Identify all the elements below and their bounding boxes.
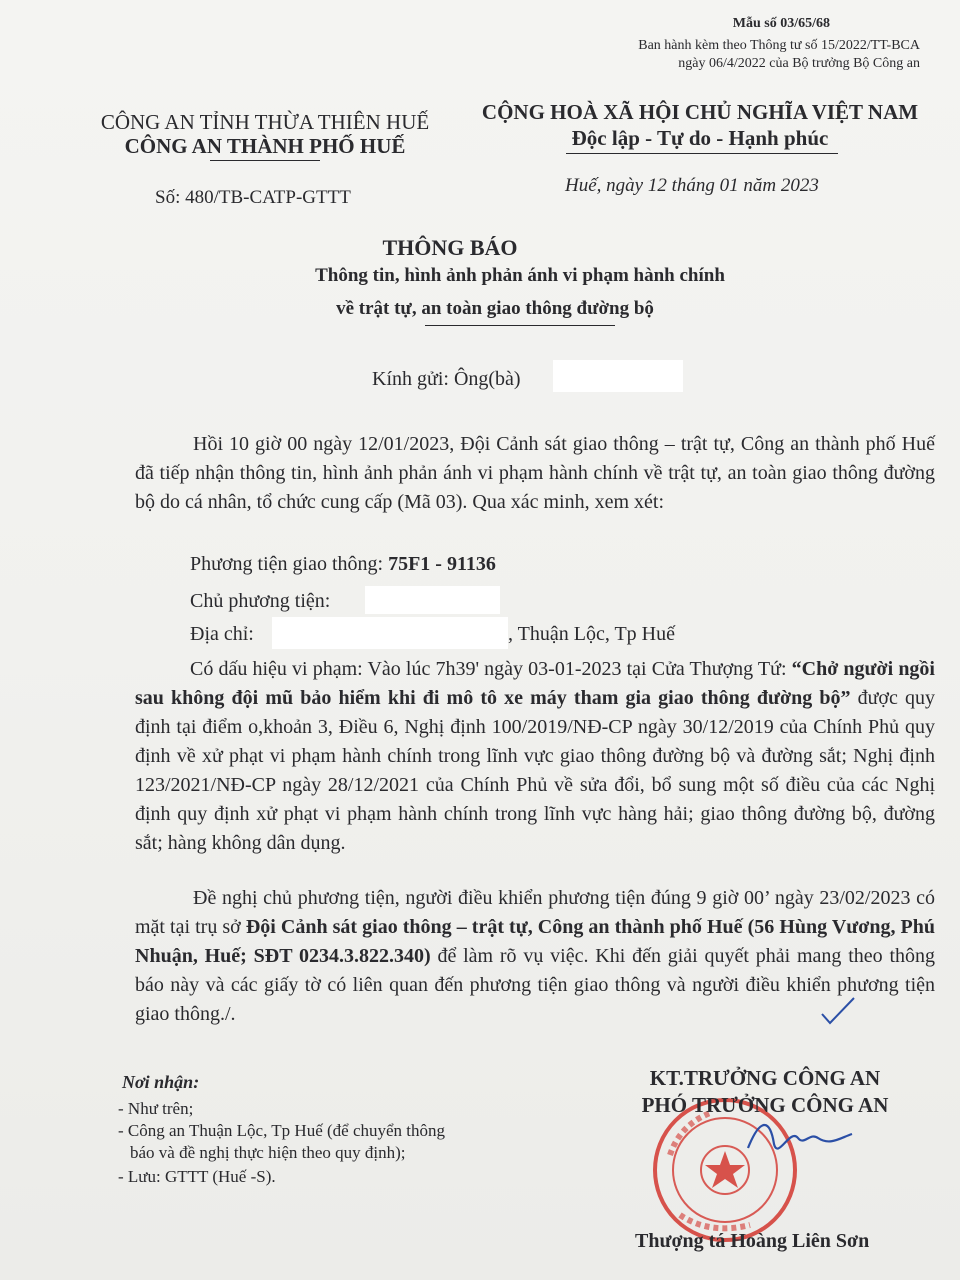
request-rest: để làm rõ vụ việc. Khi đến giải quyết phải mang theo thông báo này và các giấy tờ có liên quan đến phương tiện giao thông và người điều khiển phương tiện giao thông./. xyxy=(135,945,936,1025)
document-number: Số: 480/TB-CATP-GTTT xyxy=(155,187,351,208)
intro-paragraph: Hồi 10 giờ 00 ngày 12/01/2023, Đội Cảnh sát giao thông – trật tự, Công an thành phố Huế đã tiếp nhận thông tin, hình ảnh phản ánh vi phạm hành chính về trật tự, an toàn giao thông đường bộ do cá nhân, tổ chức cung cấp (Mã 03). Qua xác minh, xem xét: xyxy=(135,433,935,513)
signature-title-line-2: PHÓ TRƯỞNG CÔNG AN xyxy=(641,1093,889,1117)
redacted-recipient-name xyxy=(553,360,683,392)
recipients-heading: Nơi nhận: xyxy=(122,1072,200,1092)
redacted-owner-name xyxy=(365,586,500,614)
handwritten-signature-icon xyxy=(740,1108,860,1168)
vehicle-label: Phương tiện giao thông: xyxy=(190,553,389,575)
signer-name: Thượng tá Hoàng Liên Sơn xyxy=(635,1230,870,1252)
issued-date: ngày 06/4/2022 của Bộ trưởng Bộ Công an xyxy=(678,56,920,71)
redacted-address xyxy=(272,617,508,649)
subtitle-underline xyxy=(425,325,615,326)
recipient-item: - Công an Thuận Lộc, Tp Huế (để chuyển thông xyxy=(118,1121,446,1140)
vehicle-field xyxy=(190,553,496,576)
request-paragraph xyxy=(135,884,935,1029)
document-subtitle-line-1: Thông tin, hình ảnh phản ánh vi phạm hành chính xyxy=(315,265,725,286)
document-subtitle-line-2: về trật tự, an toàn giao thông đường bộ xyxy=(336,298,654,319)
signature-title-line-1: KT.TRƯỞNG CÔNG AN xyxy=(649,1066,881,1090)
owner-label: Chủ phương tiện: xyxy=(190,590,331,612)
recipient-item: - Lưu: GTTT (Huế -S). xyxy=(118,1167,276,1186)
violation-paragraph xyxy=(135,655,935,858)
agency-underline xyxy=(210,160,320,161)
recipient-item: - Như trên; xyxy=(118,1099,194,1118)
motto-underline xyxy=(566,153,838,154)
nation-title: CỘNG HOÀ XÃ HỘI CHỦ NGHĨA VIỆT NAM xyxy=(481,100,919,124)
checkmark-icon xyxy=(818,996,858,1026)
issued-with: Ban hành kèm theo Thông tư số 15/2022/TT-BCA xyxy=(638,38,920,53)
form-number: Mẫu số 03/65/68 xyxy=(732,16,830,31)
agency-parent: CÔNG AN TỈNH THỪA THIÊN HUẾ xyxy=(100,110,430,134)
address-label: Địa chỉ: xyxy=(190,623,254,645)
request-office: Đội Cảnh sát giao thông – trật tự, Công an thành phố Huế (56 Hùng Vương, Phú Nhuận, Huế; SĐT 0234.3.822.340) xyxy=(135,916,935,967)
national-motto: Độc lập - Tự do - Hạnh phúc xyxy=(571,126,829,150)
request-intro: Đề nghị chủ phương tiện, người điều khiển phương tiện đúng 9 giờ 00’ ngày 23/02/2023 có mặt tại trụ sở xyxy=(135,887,935,938)
greeting: Kính gửi: Ông(bà) xyxy=(372,368,521,390)
vehicle-plate: 75F1 - 91136 xyxy=(388,553,496,575)
agency-name: CÔNG AN THÀNH PHỐ HUẾ xyxy=(124,134,406,158)
address-tail: , Thuận Lộc, Tp Huế xyxy=(508,623,676,645)
recipient-item: báo và đề nghị thực hiện theo quy định); xyxy=(130,1143,406,1162)
document-title: THÔNG BÁO xyxy=(382,235,518,260)
place-and-date: Huế, ngày 12 tháng 01 năm 2023 xyxy=(565,175,819,196)
violation-intro: Có dấu hiệu vi phạm: Vào lúc 7h39' ngày 03-01-2023 tại Cửa Thượng Tứ: xyxy=(190,658,792,680)
violation-description: “Chở người ngồi sau không đội mũ bảo hiểm khi đi mô tô xe máy tham gia giao thông đường bộ” xyxy=(135,658,935,709)
violation-legal-basis: được quy định tại điểm o,khoản 3, Điều 6, Nghị định 100/2019/NĐ-CP ngày 30/12/2019 của Chính Phủ quy định về xử phạt vi phạm hành chính trong lĩnh vực giao thông đường bộ và đường sắt; Nghị định 123/2021/NĐ-CP ngày 28/12/2021 của Chính Phủ về sửa đổi, bổ sung một số điều của các Nghị định quy định xử phạt vi phạm hành chính trong lĩnh vực hàng hải; giao thông đường bộ, đường sắt; hàng không dân dụng. xyxy=(135,687,935,854)
